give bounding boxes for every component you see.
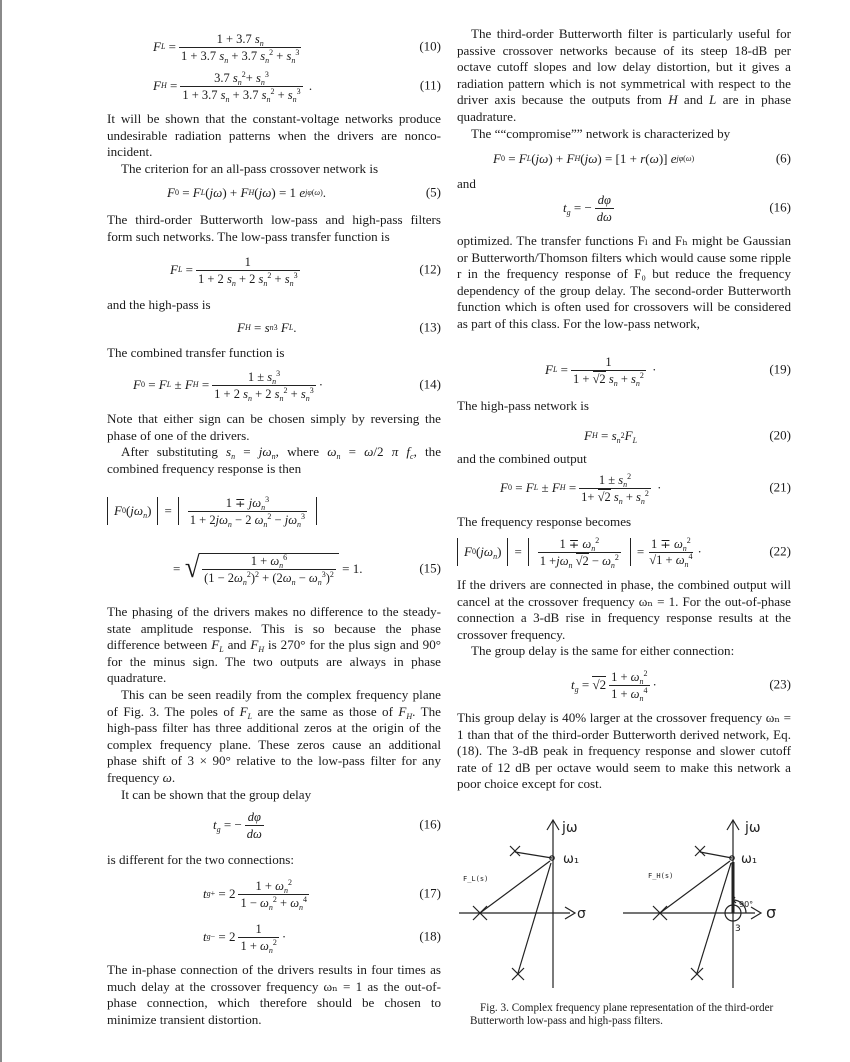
right-plot-label: F_H(s) xyxy=(648,872,674,880)
equation-19: F L = $\frac{1}{1 + √2 s_n + s_n^2}$ · (19) xyxy=(545,354,791,388)
equation-5: F 0 = F L ( jω ) + F H ( jω ) = 1 e jφ(ω) . (5) xyxy=(167,184,441,200)
equation-18: t g− = 2 $\frac{1}{1 + \omega_n^2}$ · (18) xyxy=(203,921,441,955)
equation-number: (22) xyxy=(769,543,791,559)
equation-number: (11) xyxy=(419,77,441,93)
equation-number: (23) xyxy=(769,676,791,692)
equation-number: (5) xyxy=(425,184,441,200)
equation-number: (14) xyxy=(419,376,441,392)
equation-15a: F 0 ( $j\omega_n$ ) = $\frac{1 \mp j\omega_n^3}{1 + 2j\omega_n - 2 \omega_n^2 - j\omega_n^3}$ xyxy=(107,493,441,529)
equation-number: (21) xyxy=(769,479,791,495)
axis-imag-label: jω xyxy=(562,820,578,836)
equation-23: $t_g$ = √2 $\frac{1 + \omega_n^2}{1 + \omega_n^4}$ · (23) xyxy=(571,668,791,703)
paragraph: This group delay is 40% larger at the crossover frequency ωₙ = 1 than that of the third-order Butterworth derived network, Eq. (18). The 3-dB peak in frequency response and slower cutoff rate of 12 dB per octave would seem to make this network a poor choice except for cost. xyxy=(457,710,791,792)
paragraph: and the combined output xyxy=(457,451,587,466)
figure-3 xyxy=(455,810,795,990)
equation-number: (16) xyxy=(419,816,441,832)
pole-x-upper xyxy=(695,846,705,856)
pole-line-lower xyxy=(697,863,731,973)
paragraph: It will be shown that the constant-voltage networks produce undesirable radiation patterns when the drivers are nonco-incident. xyxy=(107,111,441,160)
omega-label: ω₁ xyxy=(563,852,580,867)
pole-x-lower xyxy=(691,968,703,980)
paragraph: and the high-pass is xyxy=(107,297,211,312)
axis-imag-label: jω xyxy=(745,820,761,836)
paragraph: If the drivers are connected in phase, the combined output will cancel at the crossover frequency ωₙ = 1. For the out-of-phase connection a 3-dB rise in frequency response results at the crossover frequency. xyxy=(457,577,791,642)
paragraph: This can be seen readily from the complex frequency plane of Fig. 3. The poles of $F_L$ are the same as those of $F_H$. The high-pass filter has three additional zeros at the origin of the complex frequency plane. These zeros cause an additional phase shift of 3 × 90° relative to the low-pass filter for any frequency ω. xyxy=(107,686,441,785)
left-pole-plot xyxy=(459,820,575,988)
paragraph: The combined transfer function is xyxy=(107,345,285,360)
left-plot-label: F_L(s) xyxy=(463,875,489,883)
paragraph: The group delay is the same for either connection: xyxy=(471,643,735,659)
axis-real-label: σ xyxy=(577,906,586,922)
figure-caption: Fig. 3. Complex frequency plane representation of the third-order Butterworth low-pass and high-pass filters. xyxy=(470,1002,774,1027)
equation-number: (15) xyxy=(419,560,441,576)
omega-label: ω₁ xyxy=(741,852,758,867)
zero-count-label: 3 xyxy=(735,924,741,934)
paragraph: The in-phase connection of the drivers results in four times as much delay at the crossover frequency ωₙ = 1 as the out-of-phase connection, which therefore should be chosen to minimize transient distortion. xyxy=(107,962,441,1027)
paragraph: The high-pass network is xyxy=(457,398,590,413)
equation-number: (13) xyxy=(419,319,441,335)
equation-number: (10) xyxy=(419,38,441,54)
equation-14: F 0 = F L ± F H = $\frac{1 \pm s_n^3}{1 + 2 s_n + 2 s_n^2 + s_n^3}$ · (14) xyxy=(133,368,441,403)
paragraph: It can be shown that the group delay xyxy=(121,786,312,802)
paragraph: The third-order Butterworth low-pass and high-pass filters form such networks. The low-pass transfer function is xyxy=(107,212,441,244)
paragraph: The criterion for an all-pass crossover network is xyxy=(121,160,379,176)
equation-11: F H = $\frac{3.7 s_n^2+ s_n^3}{1 + 3.7 s_n + 3.7 s_n^2 + s_n^3}$ . (11) xyxy=(153,69,441,104)
pole-x-upper xyxy=(510,846,520,856)
equation-16-left: $t_g$ = − $\frac{d\varphi}{d\omega}$ (16) xyxy=(213,809,441,841)
paragraph: and xyxy=(457,176,476,191)
paragraph: The phasing of the drivers makes no difference to the steady-state amplitude response. This is so because the phase difference between $F_L$ and $F_H$ is 270° for the plus sign and 90° for the minus sign. The two outputs are always in phase quadrature. xyxy=(107,604,442,686)
paragraph: optimized. The transfer functions Fₗ and Fₕ might be Gaussian or Butterworth/Thomson filters which would cause some ripple r in the frequency response of F₀ but reduce the frequency dependency of the group delay. The second-order Butterworth function which is often used for crossovers will be considered as part of this class. For the low-pass network, xyxy=(457,233,791,331)
equation-number: (12) xyxy=(419,261,441,277)
paragraph: The ““compromise”” network is characterized by xyxy=(471,125,731,141)
paragraph: is different for the two connections: xyxy=(107,852,295,867)
equation-17: t g+ = 2 $\frac{1 + \omega_n^2}{1 - \omega_n^2 + \omega_n^4}$ (17) xyxy=(203,877,441,912)
equation-21: F 0 = F L ± F H = $\frac{1 \pm s_n^2}{1+ √2 s_n + s_n^2}$ · (21) xyxy=(500,471,791,506)
scan-edge xyxy=(0,0,2,1062)
equation-10: F L = $\frac{1 + 3.7 s_n}{1 + 3.7 s_n + 3.7 s_n^2 + s_n^3}$ (10) xyxy=(153,31,441,65)
paragraph: The third-order Butterworth filter is particularly useful for passive crossover networks because of its steep 18-dB per octave cutoff slopes and low delay distortion, but it gives a radiation pattern which is not symmetrical with respect to the driver axis because the outputs from H and L are in phase quadrature. xyxy=(457,26,791,124)
pole-line-upper xyxy=(515,852,552,858)
equation-15b: = √ $\frac{1 + \omega_n^6}{(1 - 2\omega_n^2)^2 + (2\omega_n - \omega_n^3)^2}$ = 1. (15) xyxy=(173,551,441,587)
equation-number: (16) xyxy=(769,199,791,215)
equation-12: F L = $\frac{1}{1 + 2 s_n + 2 s_n^2 + s_n^3}$ (12) xyxy=(170,254,441,288)
paragraph: After substituting $s_n = j\omega_n$, where $\omega_n = \omega/2$ π $f_c$, the combined frequency response is then xyxy=(107,444,442,476)
equation-13: F H = s n 3 F L . (13) xyxy=(237,319,441,335)
pole-line-real xyxy=(660,861,730,913)
angle-label: 90° xyxy=(739,900,754,909)
paragraph: Note that either sign can be chosen simply by reversing the phase of one of the drivers. xyxy=(107,411,441,443)
equation-number: (20) xyxy=(769,427,791,443)
equation-22: F 0 ( $j\omega_n$ ) = $\frac{1 \mp \omega_n^2}{1 +j\omega_n √2 - \omega_n^2}$ = $1 \mp \omega_n^2$ $√1 + \omega_n^4$ · (22) xyxy=(457,534,791,570)
equation-20: F H = $s_n$ 2 $F_L$ (20) xyxy=(584,427,791,445)
equation-6: F 0 = F L ( jω ) + F H ( jω ) = [1 + r ( ω )] e jφ(ω) (6) xyxy=(493,150,791,166)
equation-number: (18) xyxy=(419,928,441,944)
axis-real-label: σ xyxy=(766,903,777,922)
equation-number: (19) xyxy=(769,361,791,377)
equation-number: (17) xyxy=(419,885,441,901)
paragraph: The frequency response becomes xyxy=(457,514,632,529)
pole-line-lower xyxy=(518,863,551,973)
pole-line-real xyxy=(480,861,550,913)
equation-number: (6) xyxy=(775,150,791,166)
pole-x-lower xyxy=(512,968,524,980)
equation-16-right: $t_g$ = − $\frac{d\varphi}{d\omega}$ (16) xyxy=(563,192,791,224)
